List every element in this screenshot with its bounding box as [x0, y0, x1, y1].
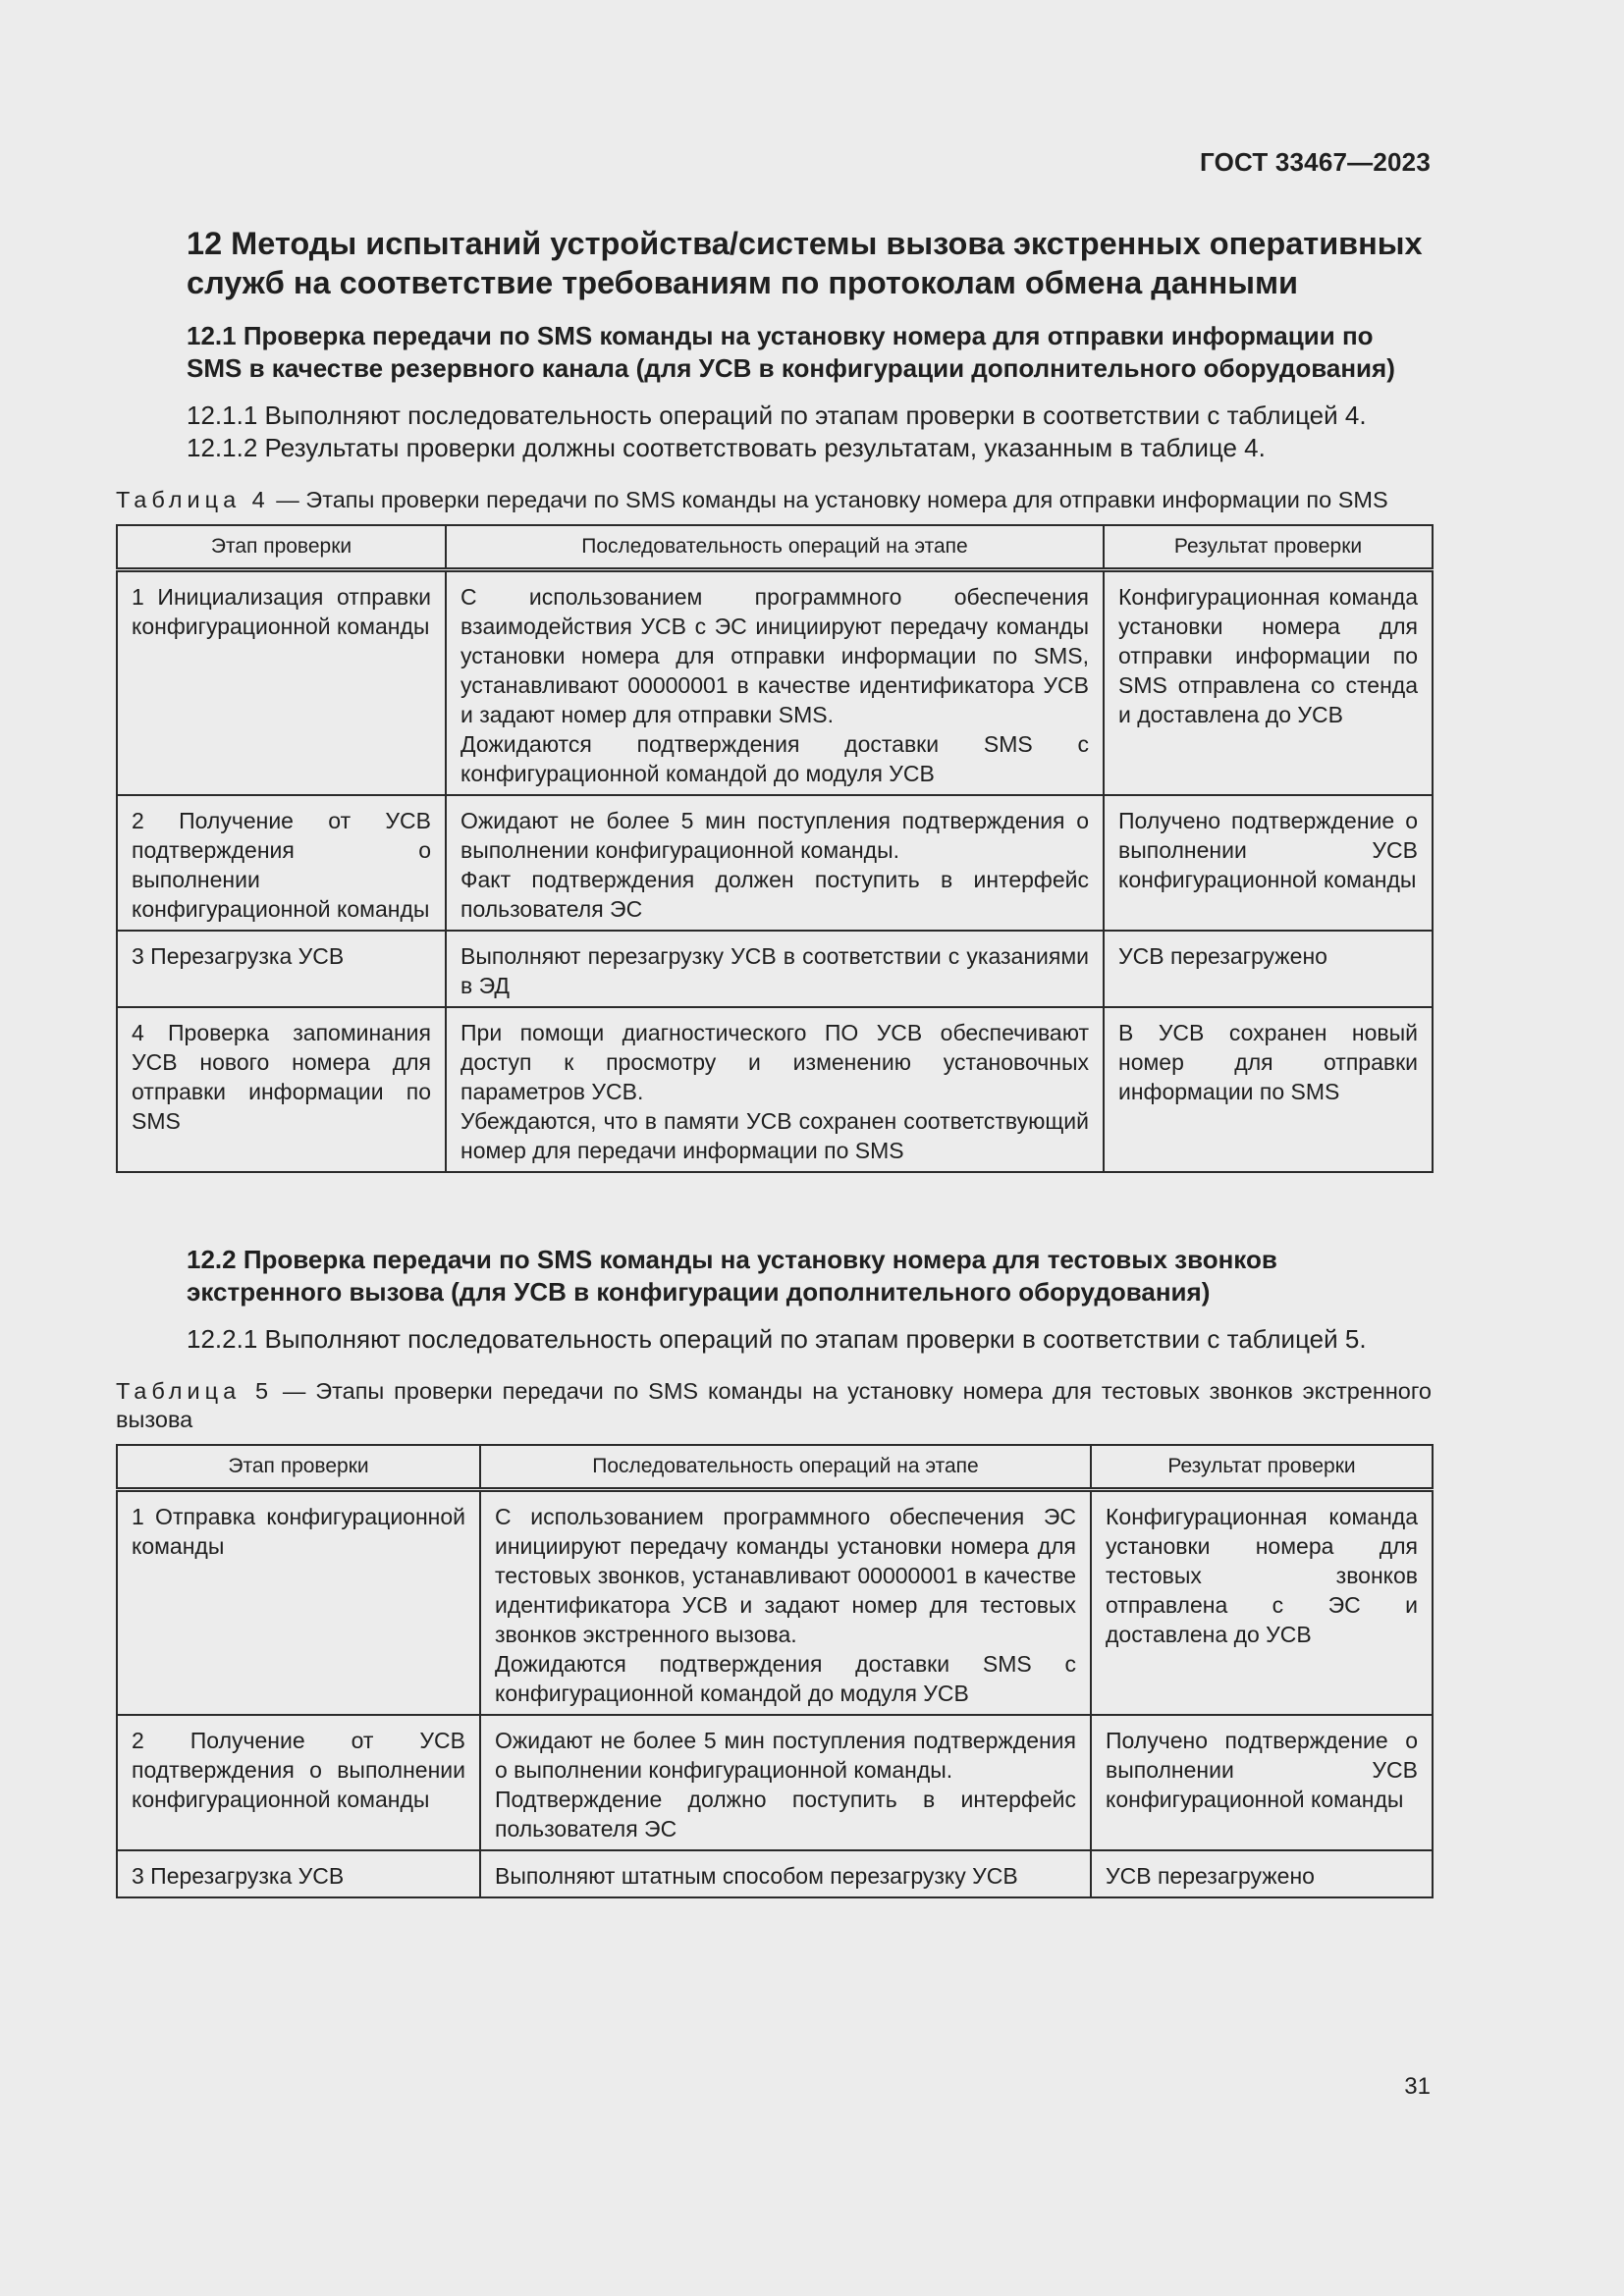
operations-text: Выполняют штатным способом перезагрузку УСВ — [495, 1863, 1018, 1889]
table-4-caption — [116, 486, 1432, 514]
table-4-label: Таблица 4 — [116, 487, 270, 512]
subsection-title-12-1: 12.1 Проверка передачи по SMS команды на установку номера для отправки информации по SMS в качестве резервного канала (для УСВ в конфигурации дополнительного оборудования) — [187, 321, 1395, 383]
operations-cell — [480, 1490, 1091, 1716]
operations-text: Подтверждение должно поступить в интерфейс пользователя ЭС — [495, 1787, 1076, 1842]
stage-cell: 3 Перезагрузка УСВ — [117, 931, 446, 1007]
table-header-row — [117, 1445, 1433, 1490]
result-cell: Получено подтверждение о выполнении УСВ конфигурационной команды — [1091, 1715, 1433, 1850]
table-row — [117, 570, 1433, 796]
operations-text: Дожидаются подтверждения доставки SMS с конфигурационной командой до модуля УСВ — [495, 1651, 1076, 1706]
result-cell: В УСВ сохранен новый номер для отправки информации по SMS — [1104, 1007, 1433, 1172]
operations-text: Ожидают не более 5 мин поступления подтверждения о выполнении конфигурационной команды. — [460, 808, 1089, 863]
operations-text: С использованием программного обеспечения взаимодействия УСВ с ЭС инициируют передачу команды установки номера для отправки информации по SMS, устанавливают 00000001 в качестве идентификатора УСВ и задают номер для отправки SMS. — [460, 584, 1089, 727]
paragraph-12-1-1: 12.1.1 Выполняют последовательность операций по этапам проверки в соответствии с таблицей 4. — [187, 400, 1367, 430]
operations-text: С использованием программного обеспечения ЭС инициируют передачу команды установки номера для тестовых звонков, устанавливают 00000001 в качестве идентификатора УСВ и задают номер для тестовых звонков экстренного вызова. — [495, 1504, 1076, 1647]
operations-text: Факт подтверждения должен поступить в интерфейс пользователя ЭС — [460, 867, 1089, 922]
table-row — [117, 1715, 1433, 1850]
table-5-caption-text: — Этапы проверки передачи по SMS команды на установку номера для тестовых звонков экстренного вызова — [116, 1378, 1432, 1432]
spacer — [116, 1173, 1432, 1214]
standard-number: ГОСТ 33467—2023 — [1200, 147, 1431, 177]
page-content — [116, 224, 1432, 1898]
column-header: Последовательность операций на этапе — [480, 1445, 1091, 1490]
paragraph-12-1-2: 12.1.2 Результаты проверки должны соответствовать результатам, указанным в таблице 4. — [187, 433, 1266, 462]
operations-text: Дожидаются подтверждения доставки SMS с конфигурационной командой до модуля УСВ — [460, 731, 1089, 786]
column-header: Этап проверки — [117, 525, 446, 570]
table-4-caption-text: — Этапы проверки передачи по SMS команды на установку номера для отправки информации по SMS — [269, 487, 1388, 512]
operations-cell — [480, 1715, 1091, 1850]
page-number: 31 — [1404, 2073, 1431, 2100]
operations-cell — [446, 931, 1104, 1007]
table-row — [117, 931, 1433, 1007]
table-row — [117, 1007, 1433, 1172]
result-cell: Конфигурационная команда установки номера для тестовых звонков отправлена с ЭС и доставлена до УСВ — [1091, 1490, 1433, 1716]
column-header: Результат проверки — [1104, 525, 1433, 570]
stage-cell: 2 Получение от УСВ подтверждения о выполнении конфигурационной команды — [117, 795, 446, 931]
result-cell: Конфигурационная команда установки номера для отправки информации по SMS отправлена со стенда и доставлена до УСВ — [1104, 570, 1433, 796]
table-5 — [116, 1444, 1434, 1898]
stage-cell: 1 Отправка конфигурационной команды — [117, 1490, 480, 1716]
stage-cell: 4 Проверка запоминания УСВ нового номера для отправки информации по SMS — [117, 1007, 446, 1172]
operations-cell — [446, 795, 1104, 931]
table-header-row — [117, 525, 1433, 570]
section-title: 12 Методы испытаний устройства/системы вызова экстренных оперативных служб на соответствие требованиям по протоколам обмена данными — [187, 226, 1423, 300]
stage-cell: 2 Получение от УСВ подтверждения о выполнении конфигурационной команды — [117, 1715, 480, 1850]
operations-text: Выполняют перезагрузку УСВ в соответствии с указаниями в ЭД — [460, 943, 1089, 998]
stage-cell: 3 Перезагрузка УСВ — [117, 1850, 480, 1897]
operations-text: Убеждаются, что в памяти УСВ сохранен соответствующий номер для передачи информации по SMS — [460, 1108, 1089, 1163]
subsection-title-12-2: 12.2 Проверка передачи по SMS команды на установку номера для тестовых звонков экстренного вызова (для УСВ в конфигурации дополнительного оборудования) — [187, 1245, 1277, 1307]
table-row — [117, 795, 1433, 931]
operations-cell — [446, 570, 1104, 796]
column-header: Последовательность операций на этапе — [446, 525, 1104, 570]
result-cell: УСВ перезагружено — [1091, 1850, 1433, 1897]
operations-cell — [446, 1007, 1104, 1172]
stage-cell: 1 Инициализация отправки конфигурационной команды — [117, 570, 446, 796]
table-4 — [116, 524, 1434, 1173]
operations-text: При помощи диагностического ПО УСВ обеспечивают доступ к просмотру и изменению установочных параметров УСВ. — [460, 1020, 1089, 1104]
column-header: Этап проверки — [117, 1445, 480, 1490]
result-cell: Получено подтверждение о выполнении УСВ конфигурационной команды — [1104, 795, 1433, 931]
column-header: Результат проверки — [1091, 1445, 1433, 1490]
operations-cell — [480, 1850, 1091, 1897]
operations-text: Ожидают не более 5 мин поступления подтверждения о выполнении конфигурационной команды. — [495, 1728, 1076, 1783]
table-5-caption — [116, 1377, 1432, 1434]
paragraph-12-2-1: 12.2.1 Выполняют последовательность операций по этапам проверки в соответствии с таблицей 5. — [187, 1324, 1367, 1354]
result-cell: УСВ перезагружено — [1104, 931, 1433, 1007]
table-row — [117, 1850, 1433, 1897]
table-5-label: Таблица 5 — [116, 1378, 274, 1404]
table-row — [117, 1490, 1433, 1716]
